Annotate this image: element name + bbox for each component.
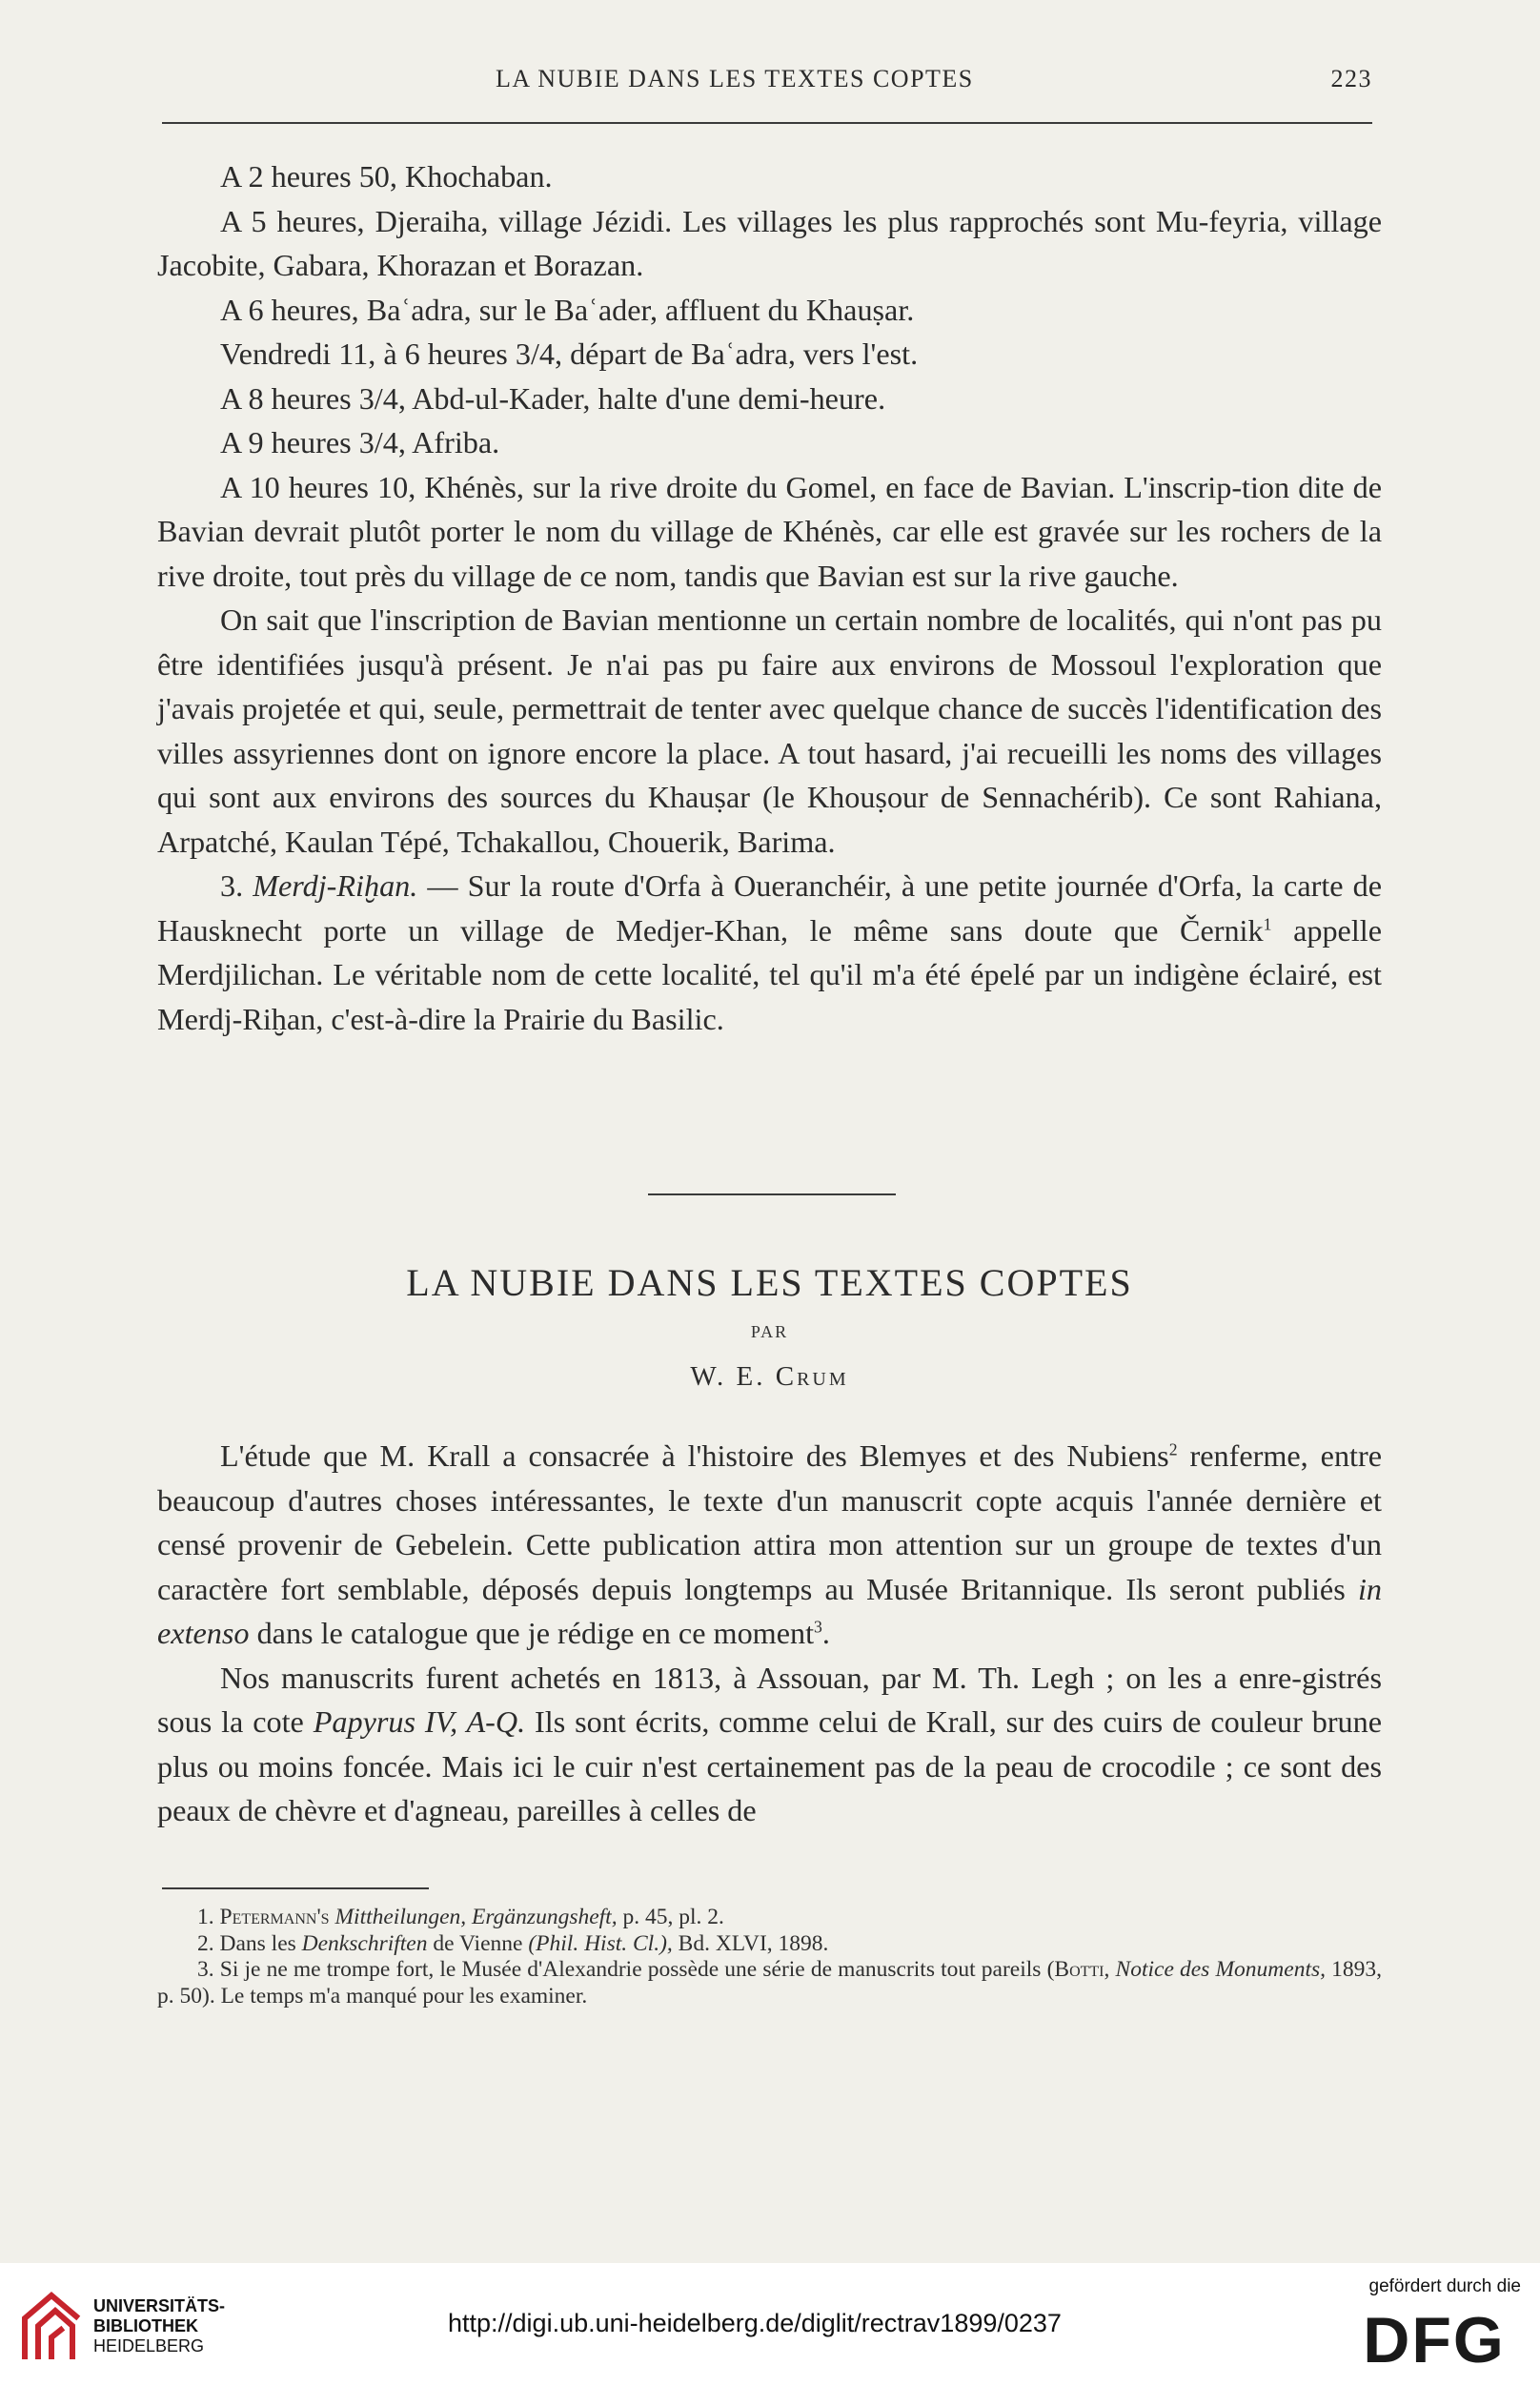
italic-run: Mittheilungen, Ergänzungsheft, [334, 1905, 618, 1929]
running-title: LA NUBIE DANS LES TEXTES COPTES [496, 65, 974, 92]
italic-run: (Phil. Hist. Cl.), [528, 1930, 673, 1956]
funding-caption: gefördert durch die [1368, 2276, 1521, 2296]
footnote-number: 1. [197, 1905, 214, 1929]
text-run: dans le catalogue que je rédige en ce moment [256, 1616, 815, 1650]
page-number: 223 [1330, 65, 1372, 92]
ub-line-1: UNIVERSITÄTS- [93, 2296, 226, 2315]
paragraph: On sait que l'inscription de Bavian mentionne un certain nombre de localités, qui n'ont pas pu être identifiées jusqu'à présent. Je n'ai pas pu faire aux environs de Mossoul l'exploration que j'avais projetée et qui, seule, permettrait de tenter avec quelque chance de succès l'identification des villes assyriennes dont on ignore encore la place. A tout hasard, j'ai recueilli les noms des villages qui sont aux environs des sources du Khauṣar (le Khouṣour de Sennachérib). Ce sont Rahiana, Arpatché, Kaulan Tépé, Tchakallou, Chouerik, Barima. [157, 602, 1382, 859]
paragraph: A 9 heures 3/4, Afriba. [220, 425, 500, 459]
article-author: W. E. Crum [690, 1361, 849, 1392]
footnote-number: 3. [197, 1957, 214, 1982]
text-run: Dans les [219, 1930, 296, 1956]
italic-run: in extenso [157, 1571, 1382, 1650]
footnote-1 [157, 1905, 1382, 1931]
text-run: Si je ne me trompe fort, le Musée d'Alexandrie possède une série de manuscrits tout pareils ( [219, 1957, 1055, 1982]
ub-line-3: HEIDELBERG [93, 2336, 205, 2355]
text-run: — Sur la route d'Orfa à Oueranchéir, à une petite journée d'Orfa, la carte de Hausknecht porte un village de Medjer-Khan, le même sans doute que Černik [157, 868, 1383, 948]
text-run: , [1104, 1957, 1110, 1982]
italic-run: Denkschriften [301, 1930, 428, 1956]
paragraph [157, 1656, 1382, 1833]
italic-run: Papyrus IV, A-Q. [313, 1704, 526, 1739]
text-run: Nos manuscrits furent achetés en 1813, à Assouan, par M. Th. Legh ; on les a enre-gistrés sous la cote [157, 1660, 1382, 1739]
text-run: de Vienne [433, 1930, 523, 1956]
paragraph: L'étude que M. Krall a consacrée à l'histoire des Blemyes et des Nubiens$^2$ renferme, entre beaucoup d'autres choses intéressantes, le texte d'un manuscrit copte acquis l'année dernière et censé provenir de Gebelein. Cette publication attira mon attention sur un groupe de textes d'un caractère fort semblable, déposés depuis longtemps au Musée Britannique. Ils seront publiés in extenso dans le catalogue que je rédige en ce moment$^3$. [157, 1438, 1382, 1650]
text-run: renferme, entre beaucoup d'autres choses intéressantes, le texte d'un manuscrit copte acquis l'année dernière et censé provenir de Gebelein. Cette publication attira mon attention sur un groupe de textes d'un caractère fort semblable, déposés depuis longtemps au Musée Britannique. Ils seront publiés [157, 1438, 1382, 1606]
footnotes [157, 1905, 1382, 2009]
ub-line-2: BIBLIOTHEK [93, 2316, 198, 2335]
paragraph [157, 864, 1382, 1041]
text-block-article [157, 1434, 1382, 1833]
text-run: Ils sont écrits, comme celui de Krall, sur des cuirs de couleur brune plus ou moins foncée. Mais ici le cuir n'est certainement pas de la peau de crocodile ; ce sont des peaux de chèvre et d'agneau, pareilles à celles de [157, 1704, 1383, 1827]
section-number: 3. [220, 868, 244, 903]
text-run: L'étude que M. Krall a consacrée à l'histoire des Blemyes et des Nubiens [220, 1438, 1169, 1473]
permalink-url[interactable]: http://digi.ub.uni-heidelberg.de/diglit/rectrav1899/0237 [448, 2309, 1062, 2337]
author-name: Botti [1054, 1957, 1104, 1982]
footnote-number: 2. [197, 1930, 214, 1956]
paragraph: A 10 heures 10, Khénès, sur la rive droite du Gomel, en face de Bavian. L'inscrip-tion dite de Bavian devrait plutôt porter le nom du village de Khénès, car elle est gravée sur les rochers de la rive droite, tout près du village de ce nom, tandis que Bavian est sur la rive gauche. [157, 469, 1382, 593]
dfg-logo-text: DFG [1363, 2305, 1506, 2372]
author-name: Petermann's [219, 1905, 330, 1929]
text-run: 1893, p. 50). Le temps m'a manqué pour les examiner. [157, 1957, 1383, 2009]
text-run: p. 45, pl. 2. [622, 1905, 724, 1929]
text-run: appelle Merdjilichan. Le véritable nom de cette localité, tel qu'il m'a été épelé par un indigène éclairé, est Merdj-Riḫan, c'est-à-dire la Prairie du Basilic. [157, 912, 1383, 1036]
footnote-ref: 1 [1263, 913, 1272, 933]
footnote-rule [162, 1887, 429, 1889]
paragraph: Vendredi 11, à 6 heures 3/4, départ de Baʿadra, vers l'est. [220, 336, 919, 371]
paragraph: A 8 heures 3/4, Abd-ul-Kader, halte d'une demi-heure. [220, 380, 886, 416]
section-title: Merdj-Riḫan. [253, 868, 418, 903]
italic-run: Notice des Monuments, [1115, 1957, 1326, 1982]
paragraph: A 2 heures 50, Khochaban. [220, 159, 553, 194]
university-library-logo-icon [17, 2290, 84, 2362]
footnote-ref: 3 [814, 1617, 822, 1637]
section-divider [648, 1193, 896, 1195]
text-run: Bd. XLVI, 1898. [678, 1930, 829, 1956]
dfg-logo-icon [1348, 2305, 1521, 2372]
footnote-ref: 2 [1168, 1439, 1178, 1459]
footnote-3 [157, 1957, 1382, 2009]
text-block-itinerary [157, 154, 1382, 1041]
footnote-2 [157, 1931, 1382, 1958]
digitization-footer [0, 2263, 1540, 2386]
paragraph: A 5 heures, Djeraiha, village Jézidi. Les villages les plus rapprochés sont Mu-feyria, village Jacobite, Gabara, Khorazan et Borazan. [157, 203, 1382, 282]
running-header [162, 65, 1372, 103]
paragraph: A 6 heures, Baʿadra, sur le Baʿader, affluent du Khauṣar. [220, 292, 915, 327]
header-rule [162, 122, 1372, 124]
university-library-name [93, 2296, 225, 2356]
byline-par: PAR [750, 1322, 789, 1341]
article-title: LA NUBIE DANS LES TEXTES COPTES [406, 1261, 1133, 1304]
